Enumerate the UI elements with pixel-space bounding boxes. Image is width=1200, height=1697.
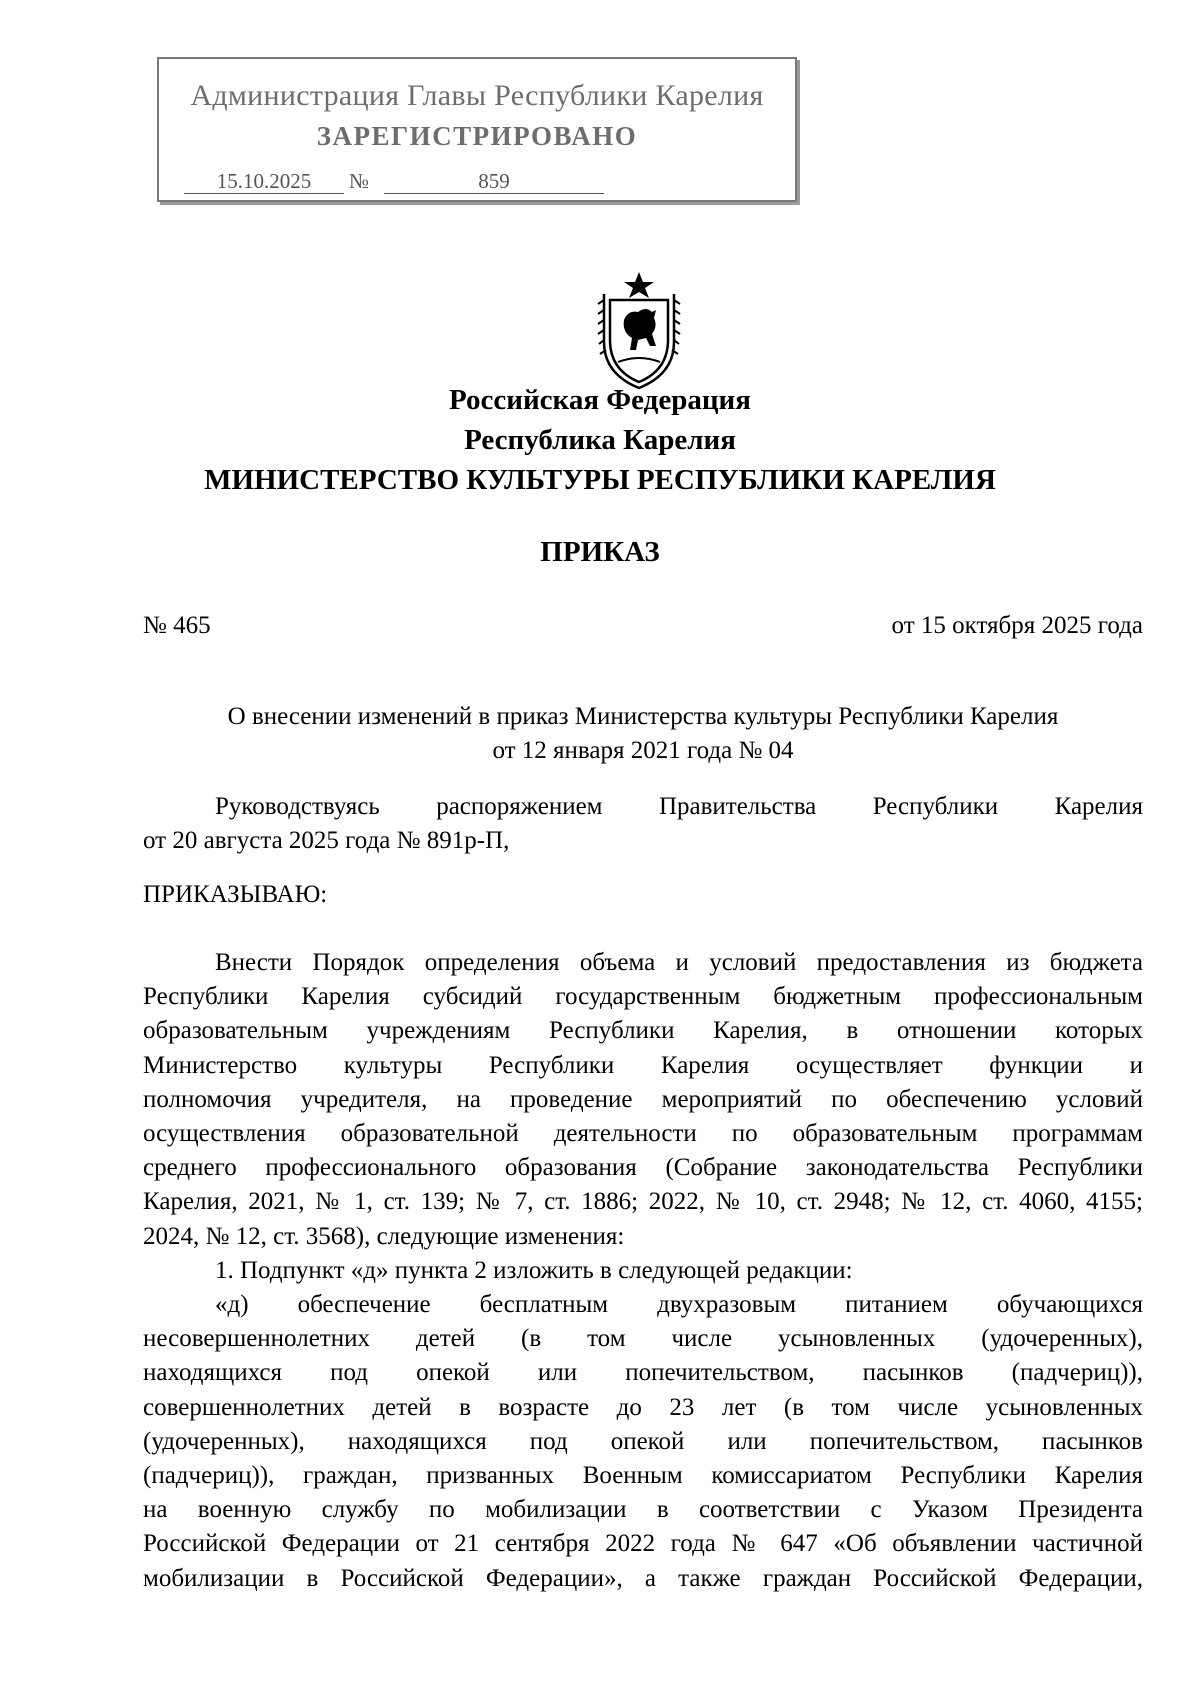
text-line: «д) обеспечение бесплатным двухразовым питанием обучающихся — [215, 1291, 1143, 1319]
document-date: от 15 октября 2025 года — [891, 612, 1143, 639]
text-line: Руководствуясь распоряжением Правительства Республики Карелия — [215, 793, 1143, 820]
text-line: образовательным учреждениям Республики Карелия, в отношении которых — [143, 1017, 1143, 1045]
text-line: несовершеннолетних детей (в том числе усыновленных (удочеренных), — [143, 1325, 1143, 1353]
stamp-registered: ЗАРЕГИСТРИРОВАНО — [316, 121, 638, 151]
stamp-number: 859 — [384, 169, 604, 194]
ministry-title: МИНИСТЕРСТВО КУЛЬТУРЫ РЕСПУБЛИКИ КАРЕЛИЯ — [204, 464, 996, 496]
document-subject — [143, 700, 1143, 768]
document-number: № 465 — [143, 612, 211, 639]
stamp-authority: Администрация Главы Республики Карелия — [190, 79, 764, 112]
text-line: (падчериц)), граждан, призванных Военным комиссариатом Республики Карелия — [143, 1462, 1143, 1490]
text-line: Карелия, 2021, № 1, ст. 139; № 7, ст. 1886; 2022, № 10, ст. 2948; № 12, ст. 4060, 4155; — [143, 1188, 1143, 1216]
republic-title: Республика Карелия — [464, 424, 736, 456]
document-type: ПРИКАЗ — [540, 536, 660, 568]
registration-stamp — [157, 57, 797, 202]
coat-of-arms-icon — [594, 270, 684, 390]
country-title: Российская Федерация — [449, 384, 751, 416]
order-word: ПРИКАЗЫВАЮ: — [143, 881, 328, 908]
text-line: 2024, № 12, ст. 3568), следующие изменения: — [143, 1222, 625, 1250]
text-line: мобилизации в Российской Федерации», а также граждан Российской Федерации, — [143, 1564, 1143, 1592]
text-line: от 20 августа 2025 года № 891р-П, — [143, 827, 510, 855]
stamp-number-label: № — [349, 169, 370, 193]
text-line: Российской Федерации от 21 сентября 2022 года № 647 «Об объявлении частичной — [143, 1530, 1143, 1558]
text-line: находящихся под опекой или попечительством, пасынков (падчериц)), — [143, 1359, 1143, 1387]
stamp-date: 15.10.2025 — [184, 169, 344, 194]
text-line: среднего профессионального образования (Собрание законодательства Республики — [143, 1154, 1143, 1182]
text-line: (удочеренных), находящихся под опекой или попечительством, пасынков — [143, 1427, 1143, 1455]
text-line: Республики Карелия субсидий государственным бюджетным профессиональным — [143, 983, 1143, 1011]
item-1: 1. Подпункт «д» пункта 2 изложить в следующей редакции: — [215, 1256, 853, 1284]
text-line: полномочия учредителя, на проведение мероприятий по обеспечению условий — [143, 1085, 1143, 1113]
main-paragraph — [143, 946, 1143, 1596]
subject-line: О внесении изменений в приказ Министерства культуры Республики Карелия — [227, 703, 1059, 730]
text-line: Министерство культуры Республики Карелия осуществляет функции и — [143, 1051, 1143, 1079]
subject-line: от 12 января 2021 года № 04 — [492, 737, 794, 764]
text-line: совершеннолетних детей в возрасте до 23 лет (в том числе усыновленных — [143, 1393, 1143, 1421]
basis-paragraph — [143, 790, 1143, 858]
text-line: Внести Порядок определения объема и условий предоставления из бюджета — [215, 949, 1143, 976]
text-line: на военную службу по мобилизации в соответствии с Указом Президента — [143, 1496, 1143, 1524]
text-line: осуществления образовательной деятельности по образовательным программам — [143, 1120, 1143, 1148]
